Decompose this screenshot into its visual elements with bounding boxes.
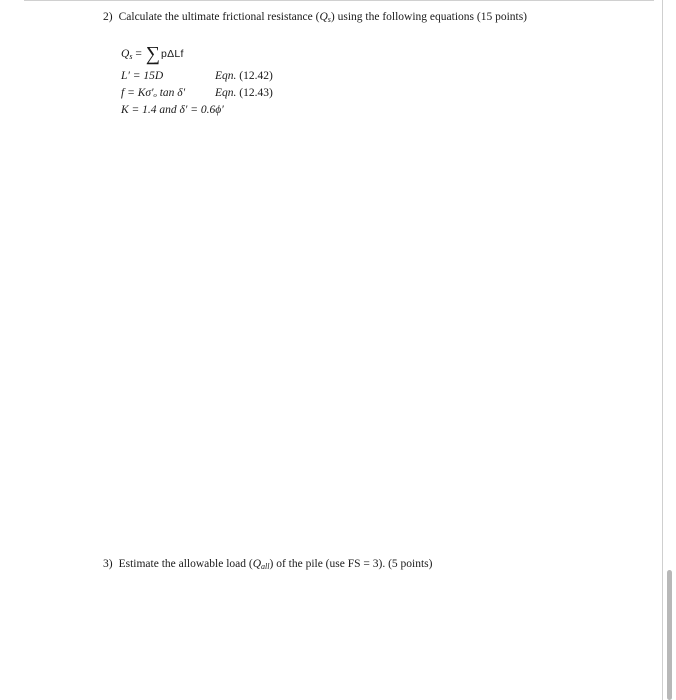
- question-2-number: 2): [103, 11, 113, 23]
- question-2-text-after: ) using the following equations (15 points): [330, 11, 528, 23]
- equation-ref-12-42: Eqn. (12.42): [215, 70, 273, 82]
- scrollbar-thumb[interactable]: [667, 570, 672, 700]
- question-2-symbol: $Q_s$: [319, 11, 331, 24]
- page-right-border: [662, 0, 663, 700]
- equation-qs-lhs: $Q_s$: [121, 48, 133, 61]
- question-3-text-after: ) of the pile (use FS = 3). (5 points): [269, 558, 433, 570]
- top-divider: [24, 0, 654, 1]
- question-3-text-before: Estimate the allowable load (: [118, 558, 253, 570]
- equation-qs-sum-term: pΔLf: [160, 48, 184, 60]
- question-2-text-before: Calculate the ultimate frictional resistance (: [118, 11, 320, 23]
- question-3: [103, 557, 432, 574]
- equation-f: f = Kσ′ₒ tan δ′: [121, 87, 186, 99]
- sigma-symbol: ∑: [145, 43, 160, 65]
- equation-l-prime: L′ = 15D: [121, 70, 164, 82]
- equation-ref-12-43: Eqn. (12.43): [215, 87, 273, 99]
- equation-k-delta: K = 1.4 and δ′ = 0.6ϕ′: [121, 104, 224, 116]
- question-3-number: 3): [103, 558, 113, 570]
- equation-qs-sum: [121, 44, 184, 64]
- question-2: [103, 10, 527, 27]
- equation-qs-equals: =: [132, 48, 145, 60]
- question-3-symbol: $Q_{all}$: [252, 558, 270, 571]
